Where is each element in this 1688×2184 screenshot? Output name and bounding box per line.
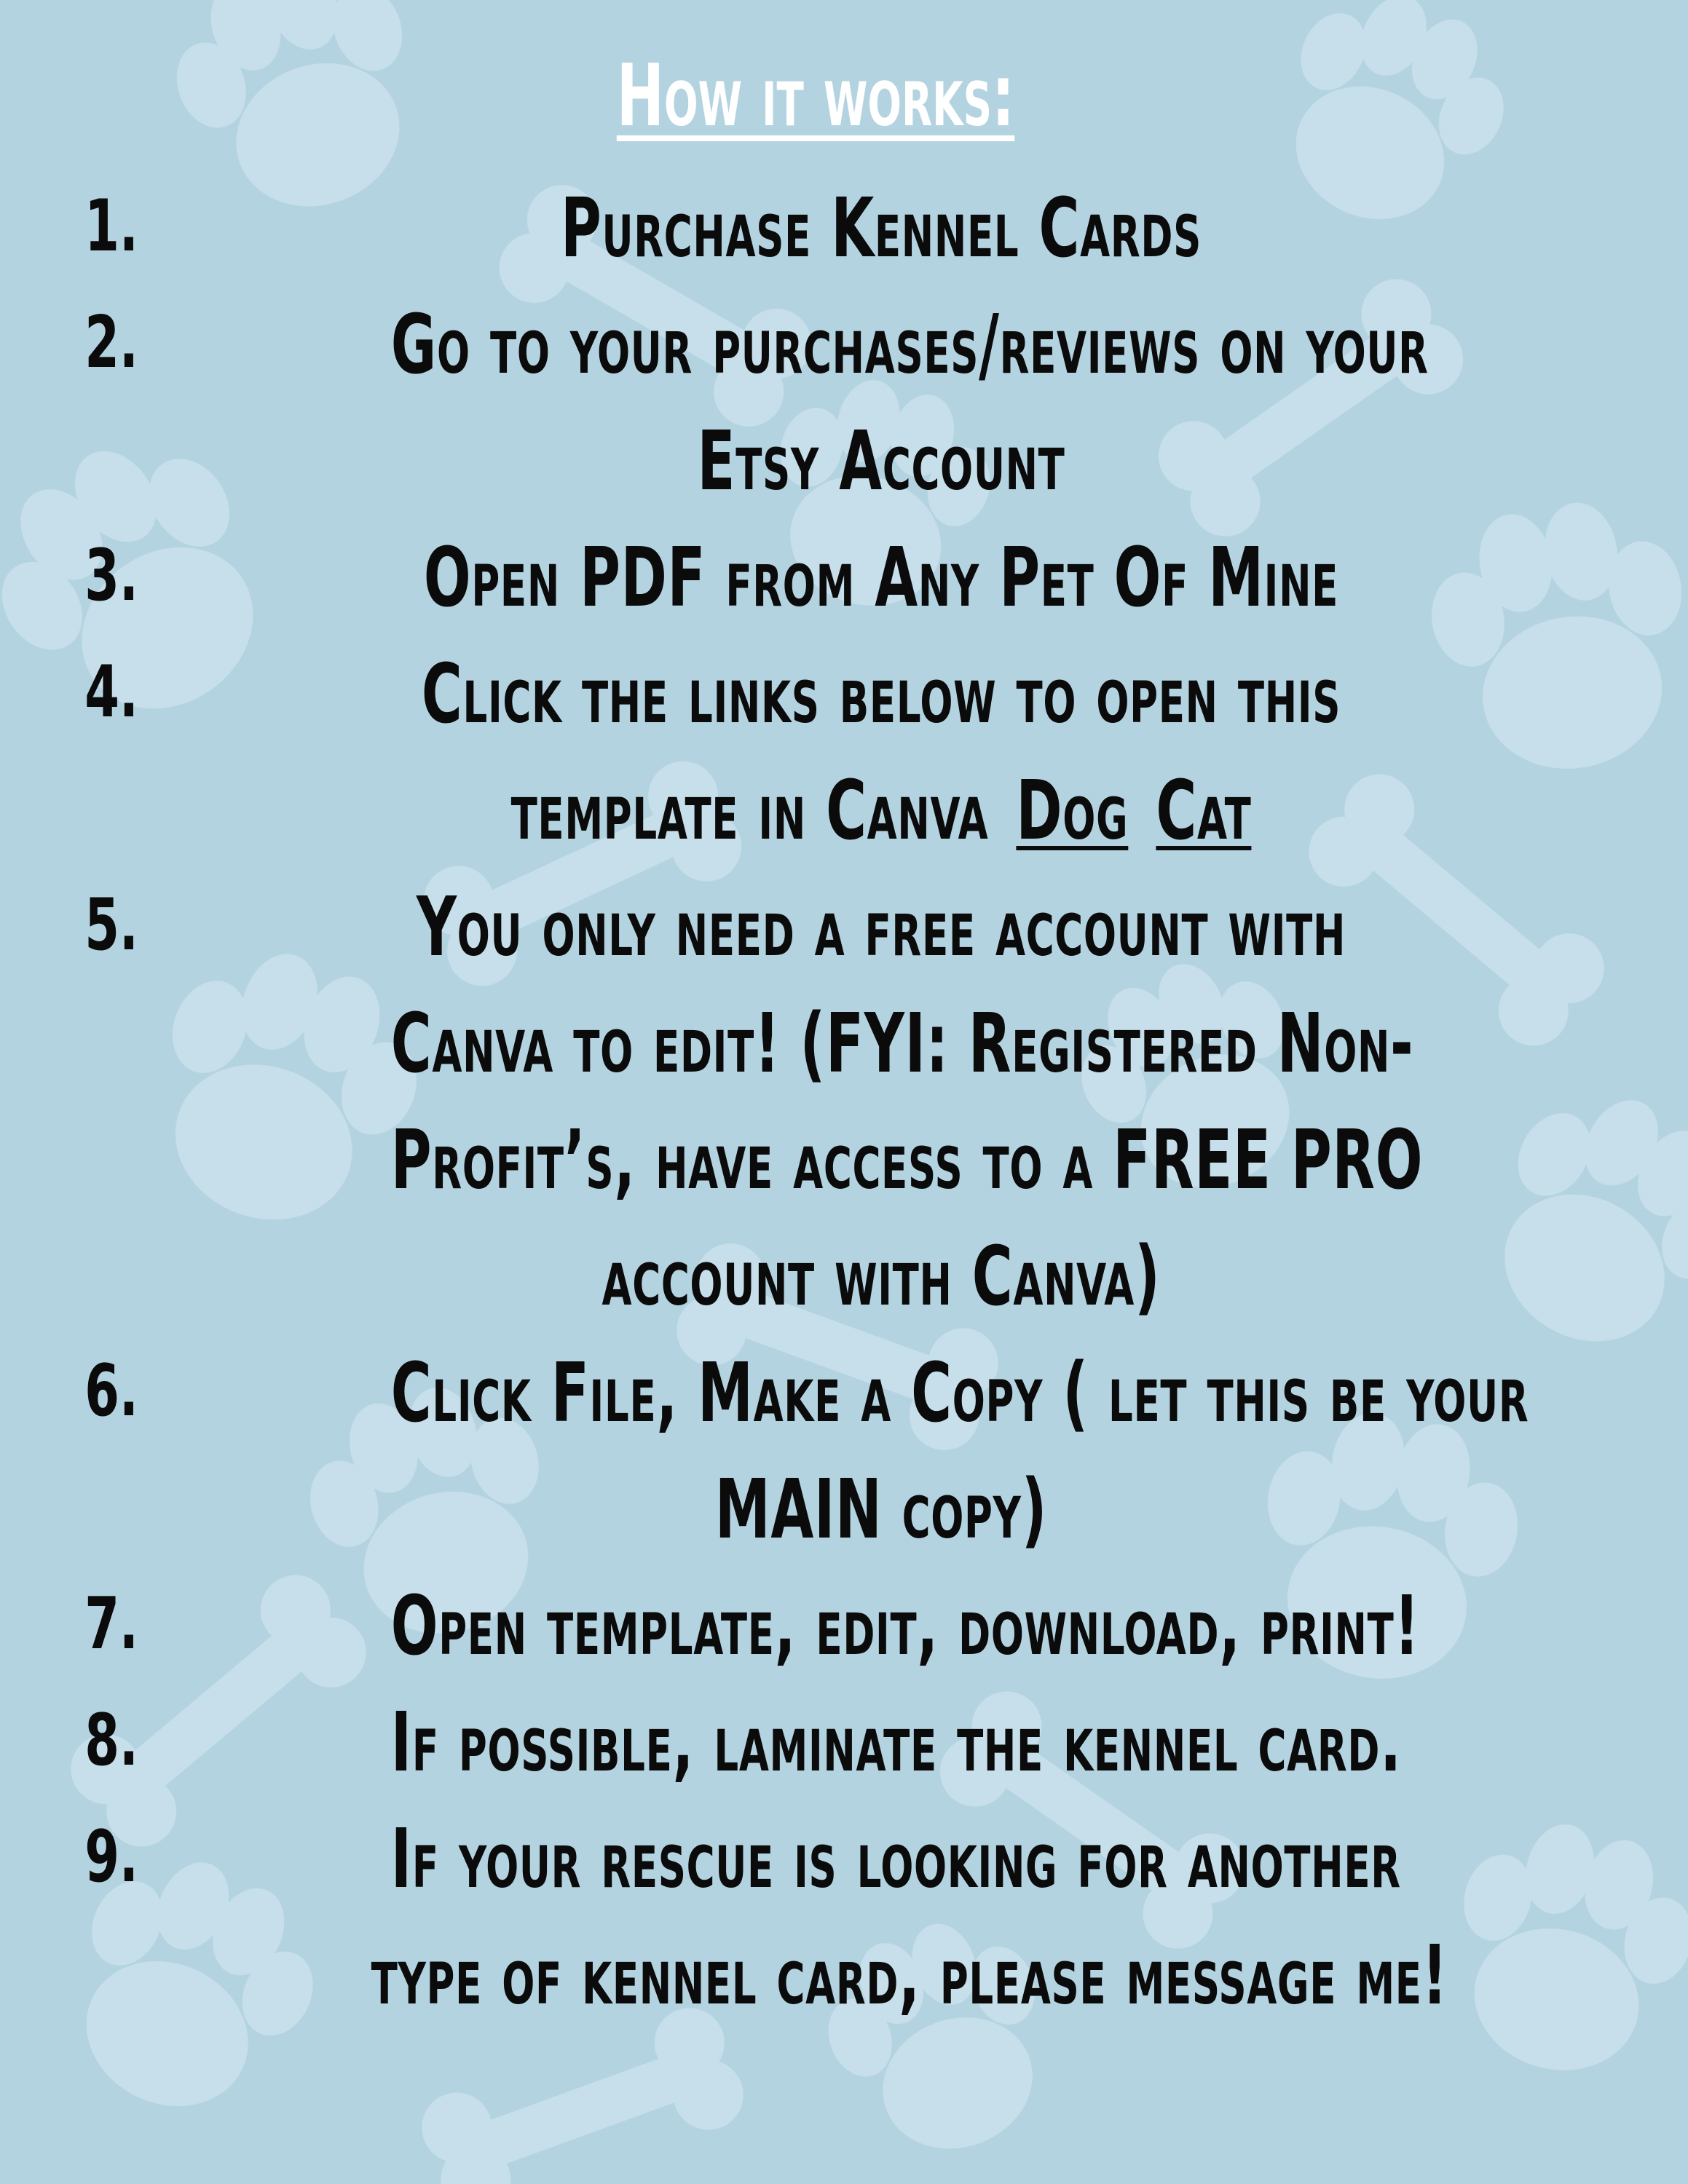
step-text: Click the links below to open this [421, 647, 1341, 742]
step-text: If your rescue is looking for another [390, 1812, 1401, 1907]
step-text: Click File, Make a Copy ( let this be your [390, 1346, 1529, 1441]
step-text: You only need a free account with [416, 880, 1346, 975]
step-text [391, 764, 1371, 858]
step-number: 3. [84, 534, 138, 617]
step-number: 2. [84, 301, 138, 384]
cat-template-link[interactable]: Cat [1156, 764, 1252, 858]
step-text: If possible, laminate the kennel card. [390, 1696, 1402, 1790]
step-number: 9. [84, 1816, 138, 1899]
step-number: 5. [84, 884, 138, 967]
step-text-part: template in Canva [510, 764, 989, 858]
page-title: How it works: [616, 45, 1015, 146]
step-text: Open PDF from Any Pet Of Mine [423, 531, 1339, 625]
step-text: MAIN copy) [714, 1463, 1048, 1557]
step-number: 7. [84, 1583, 138, 1666]
step-text: account with Canva) [602, 1230, 1161, 1324]
step-text: Profit’s, have access to a FREE PRO [390, 1113, 1424, 1208]
step-text: Purchase Kennel Cards [561, 181, 1202, 276]
step-text: Open template, edit, download, print! [390, 1579, 1420, 1674]
dog-template-link[interactable]: Dog [1016, 764, 1129, 858]
step-text: Go to your purchases/reviews on your [390, 298, 1429, 392]
step-text: Canva to edit! (FYI: Registered Non- [390, 997, 1414, 1091]
step-text: Etsy Account [697, 414, 1065, 509]
step-number: 6. [84, 1350, 138, 1433]
step-text: type of kennel card, please message me! [371, 1928, 1448, 2023]
step-number: 4. [84, 651, 138, 734]
step-number: 1. [84, 185, 138, 268]
step-number: 8. [84, 1699, 138, 1782]
